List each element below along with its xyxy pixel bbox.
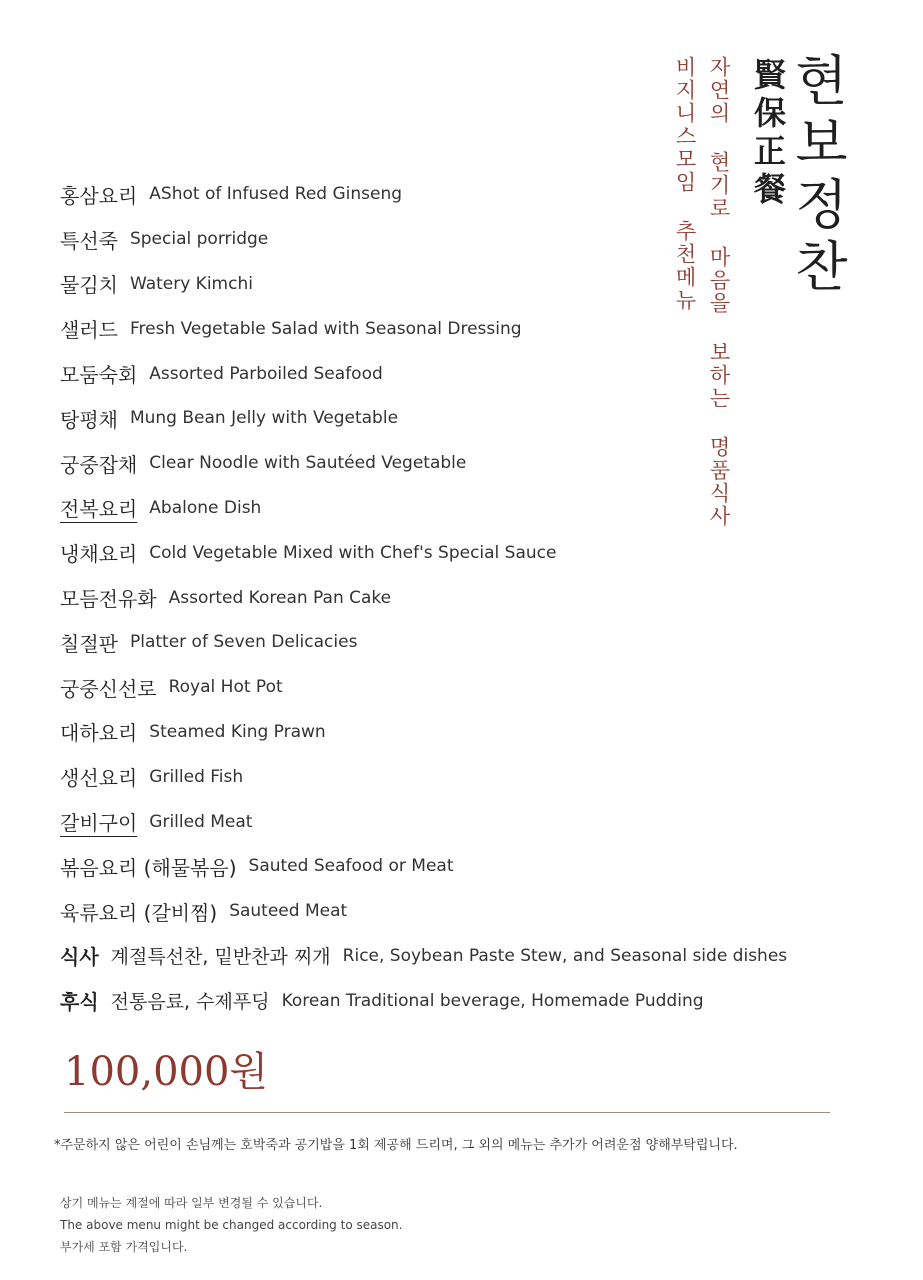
menu-item <box>60 754 860 799</box>
menu-item-korean: 대하요리 <box>60 721 138 746</box>
menu-item-korean: 샐러드 <box>60 318 118 343</box>
menu-item <box>60 351 860 396</box>
menu-item-korean: 식사 <box>60 945 99 970</box>
menu-item-korean: 전복요리 <box>60 497 138 522</box>
menu-item-korean: 모듬전유화 <box>60 587 157 612</box>
menu-item <box>60 844 860 889</box>
menu-item <box>60 486 860 531</box>
menu-item-korean: 탕평채 <box>60 407 118 432</box>
menu-item-english: Royal Hot Pot <box>168 677 283 698</box>
menu-item-korean: 칠절판 <box>60 631 118 656</box>
footer-notes <box>60 1192 402 1258</box>
menu-item <box>60 575 860 620</box>
menu-item <box>60 441 860 486</box>
menu-item-english: Clear Noodle with Sautéed Vegetable <box>149 453 467 474</box>
menu-item-korean: 궁중잡채 <box>60 452 138 477</box>
divider <box>64 1112 830 1113</box>
menu-tagline: 자연의 현기로 마음을 보하는 명품식사 <box>707 56 731 528</box>
menu-item-english: Grilled Meat <box>149 811 253 832</box>
menu-item-korean: 육류요리 (갈비찜) <box>60 900 218 925</box>
menu-title-hanja: 賢保正餐 <box>749 58 787 210</box>
menu-item-english: Sauteed Meat <box>229 901 348 922</box>
menu-item-korean: 후식 <box>60 990 99 1015</box>
menu-item-english: Abalone Dish <box>149 497 262 518</box>
menu-item-english: Fresh Vegetable Salad with Seasonal Dressing <box>129 318 522 339</box>
menu-item <box>60 620 860 665</box>
menu-item <box>60 799 860 844</box>
menu-item-korean: 모둠숙회 <box>60 363 138 388</box>
menu-item-english: AShot of Infused Red Ginseng <box>149 184 403 205</box>
menu-item <box>60 306 860 351</box>
menu-item <box>60 262 860 307</box>
footer-line: 상기 메뉴는 계절에 따라 일부 변경될 수 있습니다. <box>60 1196 323 1210</box>
menu-item-korean: 볶음요리 (해물볶음) <box>60 855 237 880</box>
menu-item-korean-description: 전통음료, 수제푸딩 <box>110 991 270 1014</box>
menu-item-english: Sauted Seafood or Meat <box>248 856 454 877</box>
menu-item-english: Mung Bean Jelly with Vegetable <box>129 408 399 429</box>
menu-item-korean-description: 계절특선찬, 밑반찬과 찌개 <box>110 946 331 969</box>
menu-item-english: Platter of Seven Delicacies <box>129 632 358 653</box>
menu-item <box>60 217 860 262</box>
menu-item <box>60 172 860 217</box>
menu-item-korean: 생선요리 <box>60 766 138 791</box>
menu-item-korean: 냉채요리 <box>60 542 138 567</box>
menu-item <box>60 665 860 710</box>
children-notice: *주문하지 않은 어린이 손님께는 호박죽과 공기밥을 1회 제공해 드리며, 그 외의 메뉴는 추가가 어려운점 양해부탁립니다. <box>54 1138 738 1153</box>
menu-item-english: Steamed King Prawn <box>149 721 326 742</box>
menu-title: 현보정찬 <box>786 52 849 300</box>
menu-item <box>60 889 860 934</box>
menu-item-special <box>60 978 860 1023</box>
menu-item-korean: 물김치 <box>60 273 118 298</box>
menu-item <box>60 710 860 755</box>
footer-line: 부가세 포함 가격입니다. <box>60 1240 188 1254</box>
menu-item-english: Grilled Fish <box>149 766 244 787</box>
menu-item-korean: 궁중신선로 <box>60 676 157 701</box>
menu-item-english: Assorted Parboiled Seafood <box>149 363 383 384</box>
menu-item-korean: 홍삼요리 <box>60 183 138 208</box>
menu-item-english: Cold Vegetable Mixed with Chef's Special Sauce <box>149 542 557 563</box>
menu-item <box>60 396 860 441</box>
menu-item-english: Rice, Soybean Paste Stew, and Seasonal side dishes <box>342 945 788 966</box>
menu-item-korean: 갈비구이 <box>60 811 138 836</box>
menu-item-english: Assorted Korean Pan Cake <box>168 587 392 608</box>
menu-item-english: Korean Traditional beverage, Homemade Pudding <box>281 990 704 1011</box>
menu-item-korean: 특선죽 <box>60 228 118 253</box>
menu-item <box>60 530 860 575</box>
menu-item-english: Special porridge <box>129 229 269 250</box>
menu-item-english: Watery Kimchi <box>129 273 253 294</box>
menu-item-special <box>60 934 860 979</box>
course-list <box>60 172 860 1023</box>
price: 100,000원 <box>64 1049 269 1095</box>
menu-subtitle: 비지니스모임 추천메뉴 <box>673 56 697 312</box>
footer-line: The above menu might be changed according to season. <box>60 1218 403 1232</box>
